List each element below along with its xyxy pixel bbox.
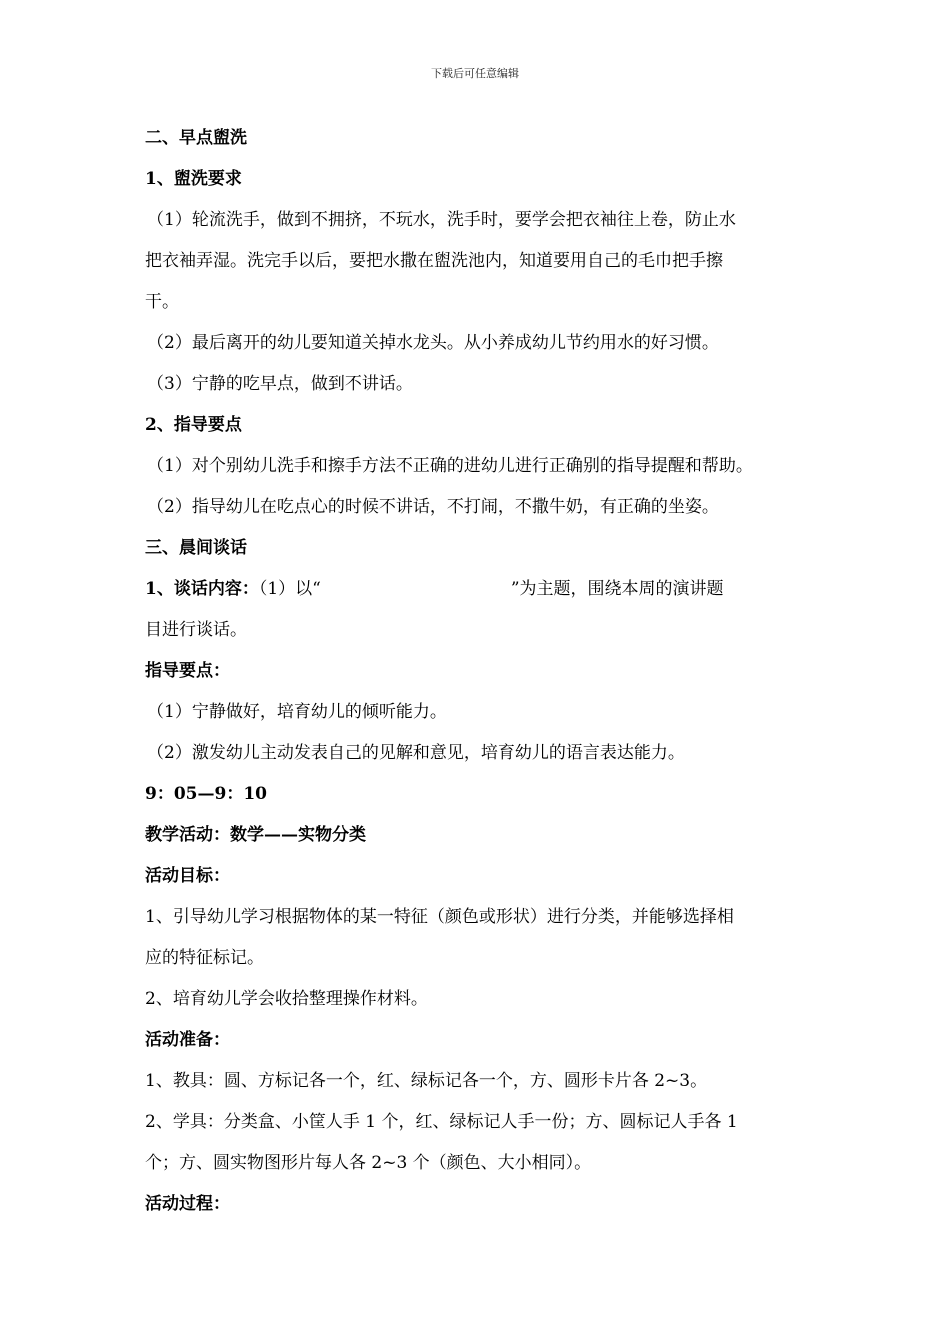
- paragraph-line: （1）宁静做好，培育幼儿的倾听能力。: [147, 702, 447, 722]
- paragraph-line: （1）对个别幼儿洗手和擦手方法不正确的进幼儿进行正确别的指导提醒和帮助。: [147, 456, 753, 476]
- section-heading: 三、晨间谈话: [145, 538, 247, 558]
- paragraph-line: 应的特征标记。: [145, 948, 264, 968]
- paragraph-line: （2）指导幼儿在吃点心的时候不讲话，不打闹，不撒牛奶，有正确的坐姿。: [147, 497, 719, 517]
- paragraph-line: 1、引导幼儿学习根据物体的某一特征（颜色或形状）进行分类，并能够选择相: [145, 907, 734, 927]
- subsection-heading: 指导要点：: [145, 661, 230, 681]
- subsection-heading: 1、盥洗要求: [145, 169, 242, 189]
- paragraph-line: 1、教具：圆、方标记各一个，红、绿标记各一个，方、圆形卡片各 2~3。: [145, 1071, 708, 1091]
- subsection-heading: 2、指导要点: [145, 415, 242, 435]
- paragraph-line: （2）激发幼儿主动发表自己的见解和意见，培育幼儿的语言表达能力。: [147, 743, 685, 763]
- subsection-heading: 活动过程：: [145, 1194, 230, 1214]
- paragraph-line: 把衣袖弄湿。洗完手以后，要把水撒在盥洗池内，知道要用自己的毛巾把手擦: [145, 251, 723, 271]
- paragraph-line: 干。: [145, 292, 179, 312]
- page-header: 下载后可任意编辑: [431, 67, 519, 80]
- document-body: [145, 118, 845, 1225]
- talk-content-text-cont: ”为主题，围绕本周的演讲题: [510, 579, 724, 599]
- paragraph-line: （2）最后离开的幼儿要知道关掉水龙头。从小养成幼儿节约用水的好习惯。: [147, 333, 719, 353]
- section-heading: 二、早点盥洗: [145, 128, 247, 148]
- talk-content-text: （1）以“: [258, 579, 321, 599]
- paragraph-line: 个；方、圆实物图形片每人各 2~3 个（颜色、大小相同）。: [145, 1153, 592, 1173]
- activity-heading: 教学活动：数学——实物分类: [145, 825, 366, 845]
- subsection-heading: 活动目标：: [145, 866, 230, 886]
- paragraph-line: （1）轮流洗手，做到不拥挤，不玩水，洗手时，要学会把衣袖往上卷，防止水: [147, 210, 736, 230]
- subsection-heading: 活动准备：: [145, 1030, 230, 1050]
- paragraph-line: 目进行谈话。: [145, 620, 247, 640]
- talk-content-line: [145, 569, 845, 610]
- paragraph-line: （3）宁静的吃早点，做到不讲话。: [147, 374, 413, 394]
- time-heading: 9：05—9：10: [145, 784, 267, 804]
- paragraph-line: 2、学具：分类盒、小筐人手 1 个，红、绿标记人手一份；方、圆标记人手各 1: [145, 1112, 738, 1132]
- talk-content-label: 1、谈话内容：: [145, 579, 259, 599]
- paragraph-line: 2、培育幼儿学会收拾整理操作材料。: [145, 989, 428, 1009]
